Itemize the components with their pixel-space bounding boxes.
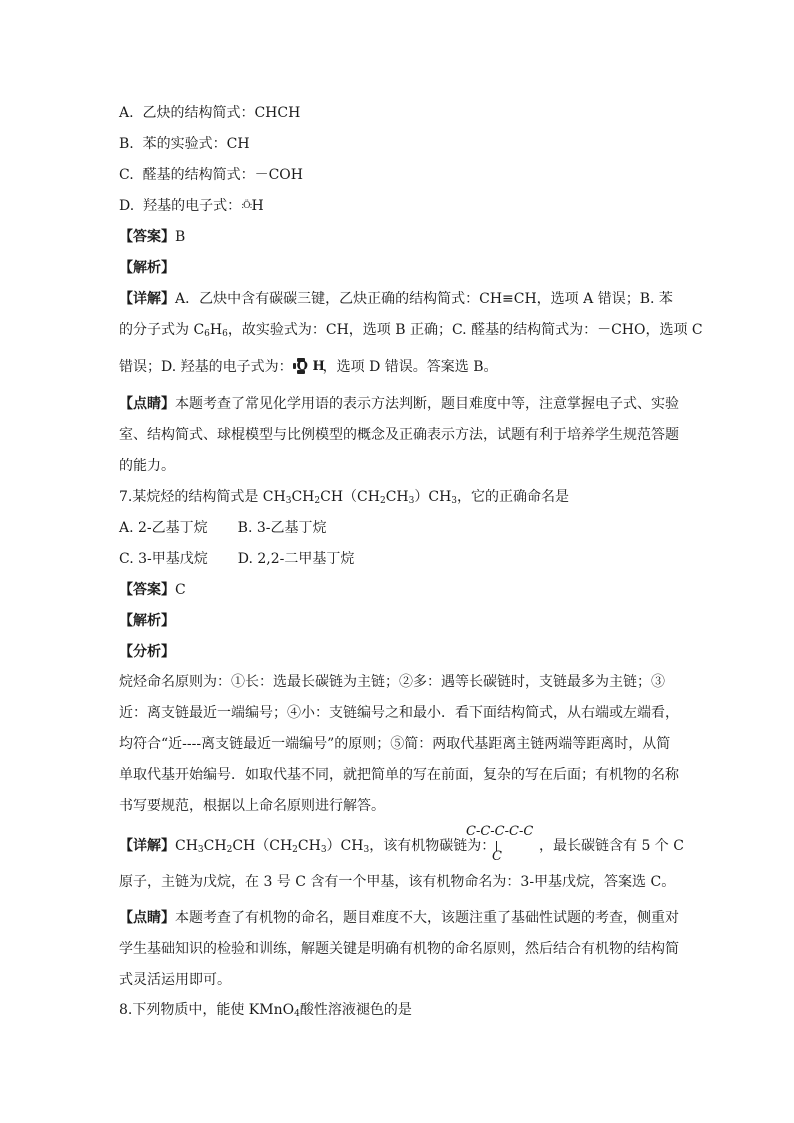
q7-options-cd: C. 3-甲基戊烷 D. 2,2-二甲基丁烷 <box>119 551 355 567</box>
electron-dots-icon: :Ö: <box>241 201 252 211</box>
hydroxyl-lewis-structure: O H <box>293 358 323 374</box>
q7-analysis-heading: 【解析】 <box>119 613 175 629</box>
q7-comment: 【点睛】本题考查了有机物的命名，题目难度不大，该题注重了基础性试题的考查，侧重对学生基础知识的检验和训练，解题关键是明确有机物的命名原则，然后结合有机物的结构简式灵活运用即可。 <box>119 910 679 988</box>
option-c: C. 醛基的结构简式：－COH <box>119 167 303 183</box>
q8-stem: 8.下列物质中，能使 KMnO$_4$酸性溶液褪色的是 <box>119 1002 412 1019</box>
q7-detail-line1: 【详解】$CH_3CH_2CH(CH_2CH_3)CH_3$，该有机物碳链为： <box>119 838 496 855</box>
option-a: A. 乙炔的结构简式：CHCH <box>119 105 301 121</box>
q6-answer: 【答案】B <box>119 229 186 245</box>
q7-options-ab: A. 2-乙基丁烷 B. 3-乙基丁烷 <box>119 520 327 536</box>
q6-detail-line1: 【详解】A．乙炔中含有碳碳三键，乙炔正确的结构简式：CH≡CH，选项 A 错误；B. 苯 <box>119 291 673 307</box>
carbon-chain-diagram: C-C-C-C-C C <box>466 824 534 864</box>
q6-detail-line3: 错误；D. 羟基的电子式为： O H ，选项 D 错误。答案选 B。 <box>119 359 498 375</box>
option-d: D. 羟基的电子式：:Ö:H <box>119 198 264 214</box>
q6-comment: 【点睛】本题考查了常见化学用语的表示方法判断，题目难度中等，注意掌握电子式、实验室、结构简式、球棍模型与比例模型的概念及正确表示方法，试题有利于培养学生规范答题的能力。 <box>119 396 679 474</box>
q7-fenxi-heading: 【分析】 <box>119 644 175 660</box>
option-b: B. 苯的实验式：CH <box>119 136 250 152</box>
q7-detail-line2: 原子，主链为戊烷，在 3 号 C 含有一个甲基，该有机物命名为：3-甲基戊烷，答案选 C。 <box>119 874 676 890</box>
q6-analysis-heading: 【解析】 <box>119 260 175 276</box>
q7-fenxi-text: 烷烃命名原则为：①长：选最长碳链为主链；②多：遇等长碳链时，支链最多为主链；③近：离支链最近一端编号；④小：支链编号之和最小．看下面结构简式，从右端或左端看，均符合“近----离支链最近一端编号”的原则；⑤简：两取代基距离主链两端等距离时，从简单取代基开始编号．如取代基不同，就把简单的写在前面，复杂的写在后面；有机物的名称书写要规范，根据以上命名原则进行解答。 <box>119 674 679 814</box>
q7-detail-line1-end: ，最长碳链含有 5 个 C <box>539 838 684 854</box>
q6-detail-line2: 的分子式为 $C_6H_6$，故实验式为：CH，选项 B 正确；C. 醛基的结构简式为：－CHO，选项 C <box>119 322 703 339</box>
q7-answer: 【答案】C <box>119 582 186 598</box>
q7-stem: 7.某烷烃的结构简式是 $CH_3CH_2CH(CH_2CH_3)CH_3$，它的正确命名是 <box>119 489 570 506</box>
